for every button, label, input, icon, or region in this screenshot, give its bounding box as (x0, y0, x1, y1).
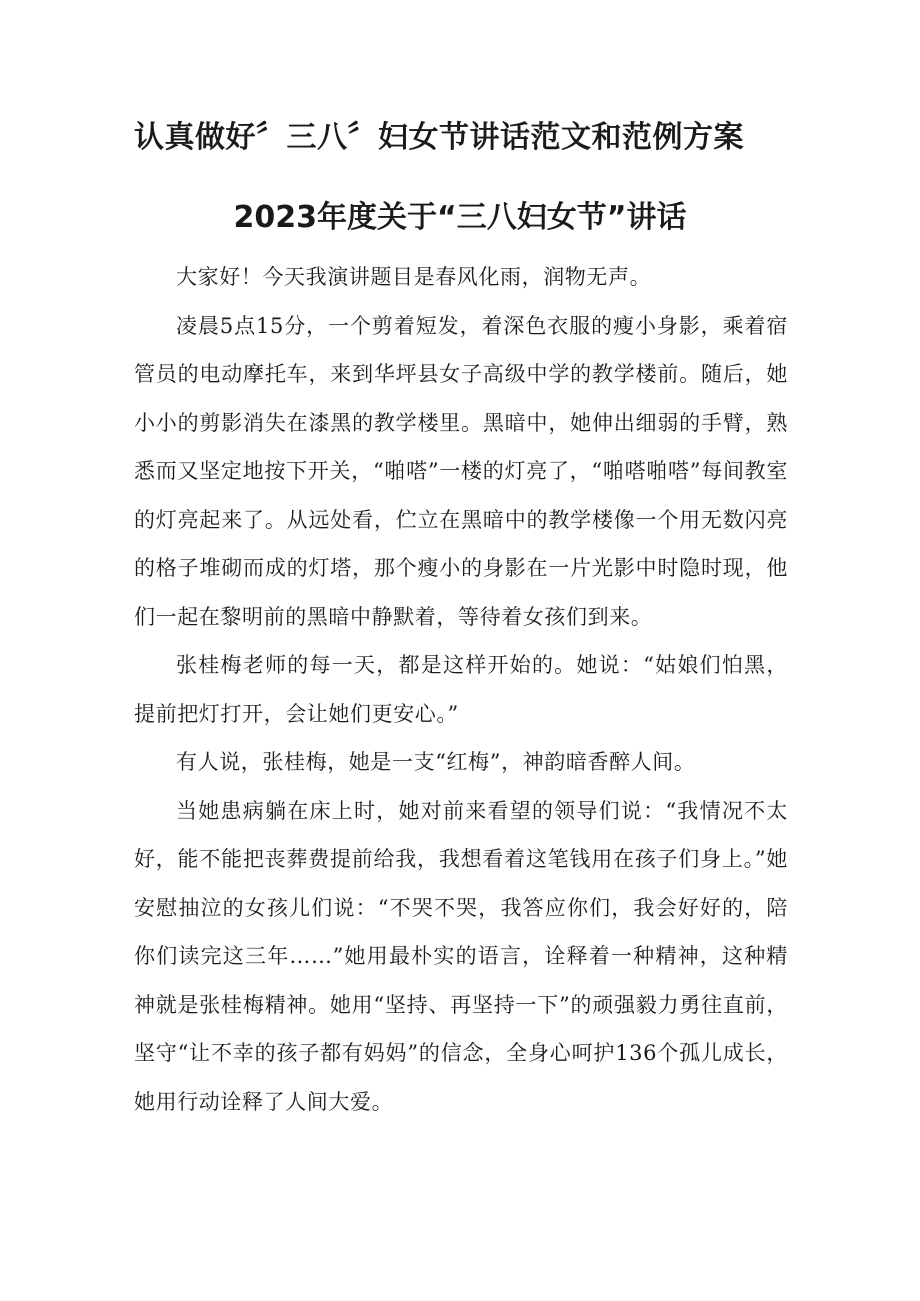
document-body (134, 253, 788, 1126)
paragraph-illness: 当她患病躺在床上时，她对前来看望的领导们说：“我情况不太好，能不能把丧葬费提前给我，我想看着这笔钱用在孩子们身上。”她安慰抽泣的女孩儿们说：“不哭不哭，我答应你们，我会好好的，陪你们读完这三年……”她用最朴实的语言，诠释着一种精神，这种精神就是张桂梅精神。她用“坚持、再坚持一下”的顽强毅力勇往直前，坚守“让不幸的孩子都有妈妈”的信念，全身心呵护136个孤儿成长，她用行动诠释了人间大爱。 (134, 798, 788, 1114)
paragraph-quote-lights: 张桂梅老师的每一天，都是这样开始的。她说：“姑娘们怕黑，提前把灯打开，会让她们更安心。” (134, 653, 788, 726)
paragraph-red-plum: 有人说，张桂梅，她是一支“红梅”，神韵暗香醉人间。 (176, 750, 696, 774)
paragraph-greeting: 大家好！今天我演讲题目是春风化雨，润物无声。 (176, 265, 652, 289)
document-subtitle: 2023年度关于“三八妇女节”讲话 (233, 200, 687, 235)
paragraph-morning-scene: 凌晨5点15分，一个剪着短发，着深色衣服的瘦小身影，乘着宿管员的电动摩托车，来到华坪县女子高级中学的教学楼前。随后，她小小的剪影消失在漆黑的教学楼里。黑暗中，她伸出细弱的手臂，熟悉而又坚定地按下开关，“啪嗒”一楼的灯亮了，“啪嗒啪嗒”每间教室的灯亮起来了。从远处看，伫立在黑暗中的教学楼像一个用无数闪亮的格子堆砌而成的灯塔，那个瘦小的身影在一片光影中时隐时现，他们一起在黎明前的黑暗中静默着，等待着女孩们到来。 (134, 313, 788, 629)
document-title: 认真做好〞三八〞妇女节讲话范文和范例方案 (134, 120, 744, 155)
